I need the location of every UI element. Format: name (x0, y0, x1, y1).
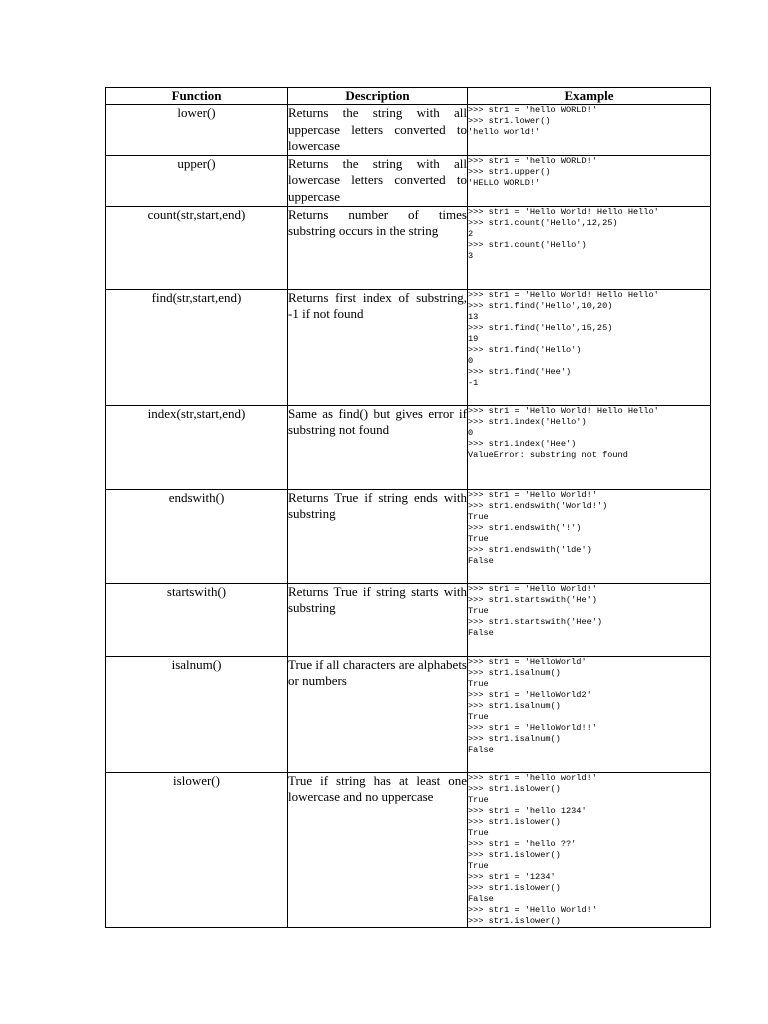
example-code-line: True (468, 711, 489, 722)
example-code-line: >>> str1.islower() (468, 882, 561, 893)
example-cell (468, 583, 711, 656)
function-name-cell: find(str,start,end) (106, 289, 288, 405)
example-code-line: >>> str1.endswith('!') (468, 522, 582, 533)
header-row (106, 88, 711, 105)
example-code-line: ValueError: substring not found (468, 449, 628, 460)
example-code-line: True (468, 678, 489, 689)
table-row (106, 583, 711, 656)
table-row (106, 405, 711, 489)
example-code-line: 0 (468, 355, 474, 366)
example-code-line: 2 (468, 228, 474, 239)
example-code-line: >>> str1 = 'Hello World!' (468, 904, 597, 915)
example-code-line: >>> str1 = 'HelloWorld2' (468, 689, 592, 700)
table-row (106, 155, 711, 206)
example-code-line: >>> str1.index('Hello') (468, 416, 587, 427)
description-cell: Returns number of times substring occurs in the string (288, 206, 468, 289)
function-name-cell: index(str,start,end) (106, 405, 288, 489)
table-row (106, 656, 711, 772)
example-code-line: >>> str1 = '1234' (468, 871, 556, 882)
example-code-line: >>> str1 = 'hello WORLD!' (468, 155, 597, 166)
example-code-line: >>> str1 = 'hello ??' (468, 838, 577, 849)
example-code-line: >>> str1.lower() (468, 116, 551, 126)
table-row (106, 206, 711, 289)
example-code-line: 'hello world!' (468, 127, 541, 137)
function-name-cell: upper() (106, 155, 288, 206)
example-code-line: >>> str1 = 'hello WORLD!' (468, 105, 597, 115)
example-code-line: False (468, 893, 494, 904)
table-row (106, 772, 711, 927)
example-code-line: >>> str1 = 'hello 1234' (468, 805, 587, 816)
example-code-line: False (468, 744, 494, 755)
description-cell: Returns True if string starts with substring (288, 583, 468, 656)
example-code-line: 3 (468, 250, 474, 261)
example-code-line: >>> str1 = 'HelloWorld' (468, 656, 587, 667)
example-code-line: True (468, 860, 489, 871)
description-cell: True if string has at least one lowercase and no uppercase (288, 772, 468, 927)
example-cell (468, 772, 711, 927)
example-code-line: True (468, 511, 489, 522)
example-code-line: >>> str1.endswith('lde') (468, 544, 592, 555)
table-row (106, 289, 711, 405)
function-name-cell: islower() (106, 772, 288, 927)
example-code-line: >>> str1.count('Hello',12,25) (468, 217, 618, 228)
example-code-line: >>> str1.isalnum() (468, 667, 561, 678)
description-cell: Same as find() but gives error if substring not found (288, 405, 468, 489)
example-cell (468, 289, 711, 405)
example-code-line: False (468, 627, 494, 638)
example-code-line: >>> str1 = 'hello world!' (468, 772, 597, 783)
example-cell (468, 206, 711, 289)
description-cell: Returns the string with all uppercase letters converted to lowercase (288, 105, 467, 153)
description-cell: True if all characters are alphabets or numbers (288, 656, 468, 772)
example-code-line: True (468, 605, 489, 616)
example-code-line: 13 (468, 311, 479, 322)
example-cell (468, 105, 711, 156)
example-code-line: >>> str1.isalnum() (468, 700, 561, 711)
example-code-line: >>> str1.find('Hello',10,20) (468, 300, 613, 311)
example-code-line: >>> str1.upper() (468, 166, 551, 177)
function-name-cell: endswith() (106, 489, 288, 583)
example-code-line: >>> str1.isalnum() (468, 733, 561, 744)
function-name-cell: startswith() (106, 583, 288, 656)
example-code-line: >>> str1.startswith('Hee') (468, 616, 603, 627)
example-code-line: >>> str1 = 'Hello World!' (468, 583, 597, 594)
example-code-line: >>> str1.index('Hee') (468, 438, 577, 449)
header-example: Example (468, 88, 711, 105)
string-methods-table (105, 87, 711, 928)
example-code-line: >>> str1.count('Hello') (468, 239, 587, 250)
example-cell (468, 489, 711, 583)
header-function: Function (106, 88, 288, 105)
example-code-line: >>> str1.find('Hello',15,25) (468, 322, 613, 333)
example-code-line: 19 (468, 333, 479, 344)
example-code-line: >>> str1 = 'HelloWorld!!' (468, 722, 597, 733)
example-code-line: >>> str1.islower() (468, 816, 561, 827)
example-code-line: >>> str1.islower() (468, 915, 561, 926)
example-code-line: >>> str1 = 'Hello World! Hello Hello' (468, 405, 659, 416)
example-code-line: >>> str1.startswith('He') (468, 594, 597, 605)
example-code-line: True (468, 794, 489, 805)
example-code-line: >>> str1.find('Hee') (468, 366, 572, 377)
example-code-line: >>> str1.islower() (468, 783, 561, 794)
example-code-line: >>> str1.islower() (468, 849, 561, 860)
description-cell: Returns the string with all lowercase letters converted to uppercase (288, 155, 468, 206)
example-code-line: >>> str1.find('Hello') (468, 344, 582, 355)
table-row (106, 489, 711, 583)
example-code-line: 0 (468, 427, 474, 438)
example-code-line: >>> str1 = 'Hello World! Hello Hello' (468, 206, 659, 217)
example-cell (468, 155, 711, 206)
example-cell (468, 656, 711, 772)
description-cell: Returns True if string ends with substring (288, 489, 468, 583)
table-row (106, 105, 711, 156)
description-cell: Returns first index of substring, -1 if not found (288, 289, 468, 405)
example-code-line: 'HELLO WORLD!' (468, 177, 541, 188)
header-description: Description (288, 88, 468, 105)
example-code-line: True (468, 533, 489, 544)
function-name-cell: lower() (106, 105, 288, 156)
table-body (106, 105, 711, 928)
example-code-line: False (468, 555, 494, 566)
function-name-cell: count(str,start,end) (106, 206, 288, 289)
function-name-cell: isalnum() (106, 656, 288, 772)
example-code-line: >>> str1 = 'Hello World! Hello Hello' (468, 289, 659, 300)
example-cell (468, 405, 711, 489)
example-code-line: -1 (468, 377, 479, 388)
example-code-line: >>> str1.endswith('World!') (468, 500, 608, 511)
example-code-line: >>> str1 = 'Hello World!' (468, 489, 597, 500)
example-code-line: True (468, 827, 489, 838)
